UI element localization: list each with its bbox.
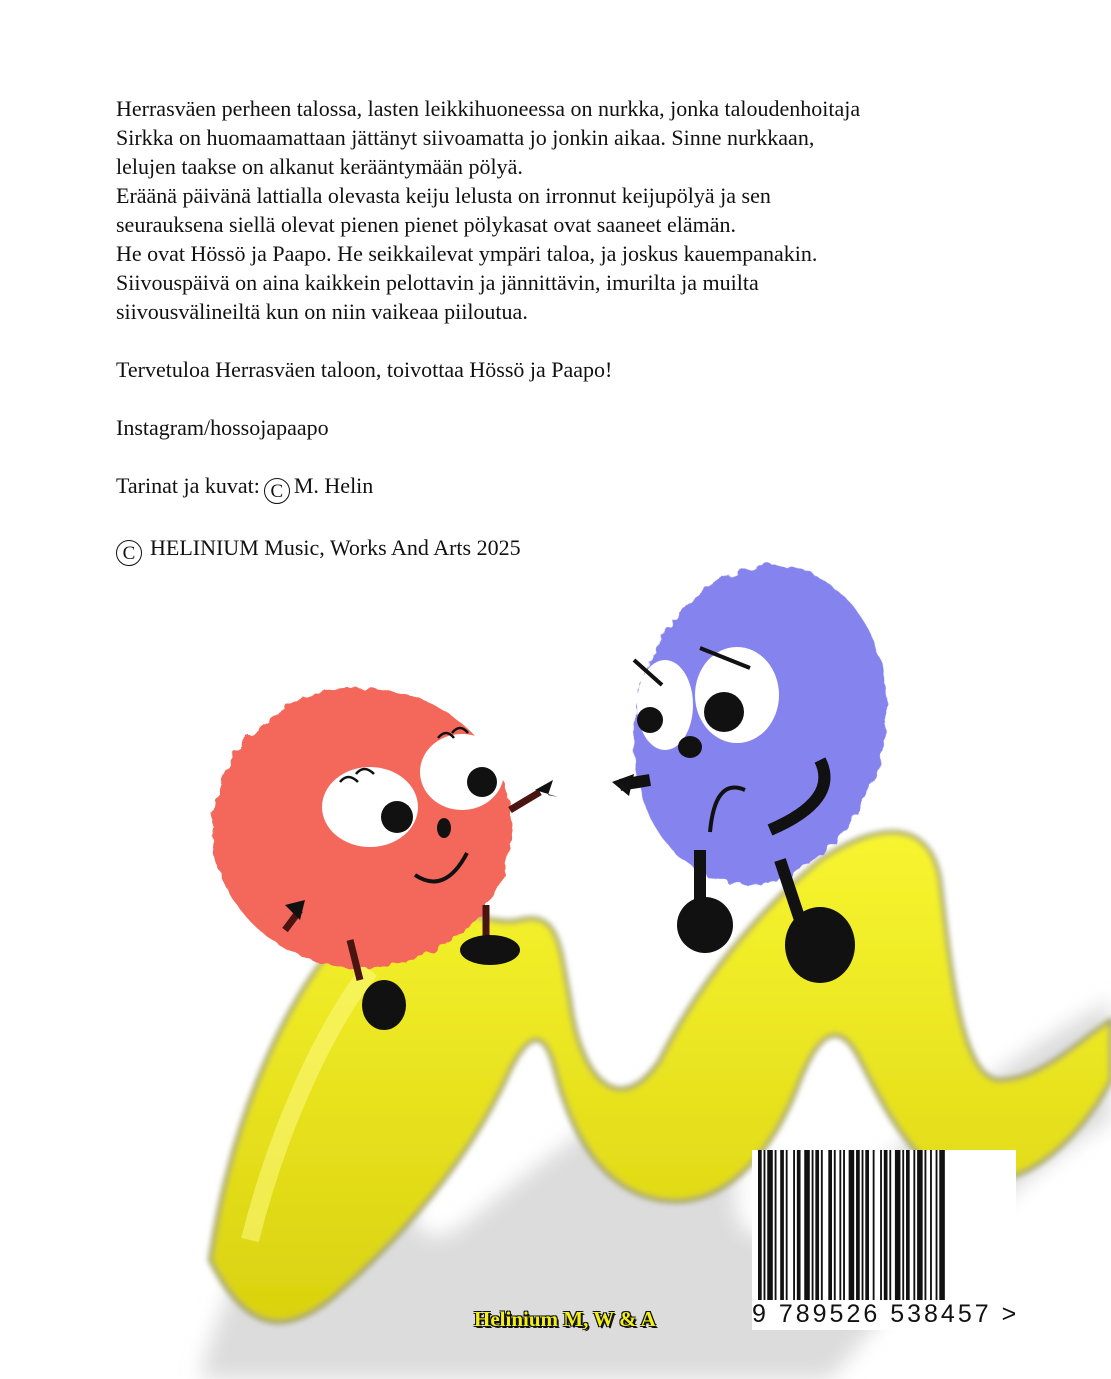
intro-line-7: Siivouspäivä on aina kaikkein pelottavin ja jännittävin, imurilta ja muilta [116,270,759,295]
intro-line-8: siivousvälineiltä kun on niin vaikeaa piiloutua. [116,299,528,324]
copyright-icon: C [264,478,290,504]
barcode-bars [758,1150,1010,1300]
credits-line [116,471,1046,504]
isbn-number: 9 789526 538457 > [752,1300,1020,1328]
credits-prefix: Tarinat ja kuvat: [116,473,260,498]
back-cover-text [116,94,1046,566]
intro-line-5: seurauksena siellä olevat pienen pienet pölykasat ovat saaneet elämän. [116,212,737,237]
intro-line-3: lelujen taakse on alkanut kerääntymään pölyä. [116,154,523,179]
intro-line-2: Sirkka on huomaamattaan jättänyt siivoamatta jo jonkin aikaa. Sinne nurkkaan, [116,125,815,150]
instagram-handle: Instagram/hossojapaapo [116,415,329,440]
intro-line-1: Herrasväen perheen talossa, lasten leikkihuoneessa on nurkka, jonka taloudenhoitaja [116,96,861,121]
isbn-barcode [752,1150,1020,1330]
welcome-line: Tervetuloa Herrasväen taloon, toivottaa Hössö ja Paapo! [116,357,613,382]
credits-name: M. Helin [293,473,374,498]
copyright-icon: C [116,540,142,566]
intro-line-6: He ovat Hössö ja Paapo. He seikkailevat ympäri taloa, ja joskus kauempanakin. [116,241,818,266]
intro-line-4: Eräänä päivänä lattialla olevasta keiju lelusta on irronnut keijupölyä ja sen [116,183,771,208]
publisher-logo: Helinium M, W & A [474,1307,656,1331]
copyright-text: HELINIUM Music, Works And Arts 2025 [150,535,521,560]
